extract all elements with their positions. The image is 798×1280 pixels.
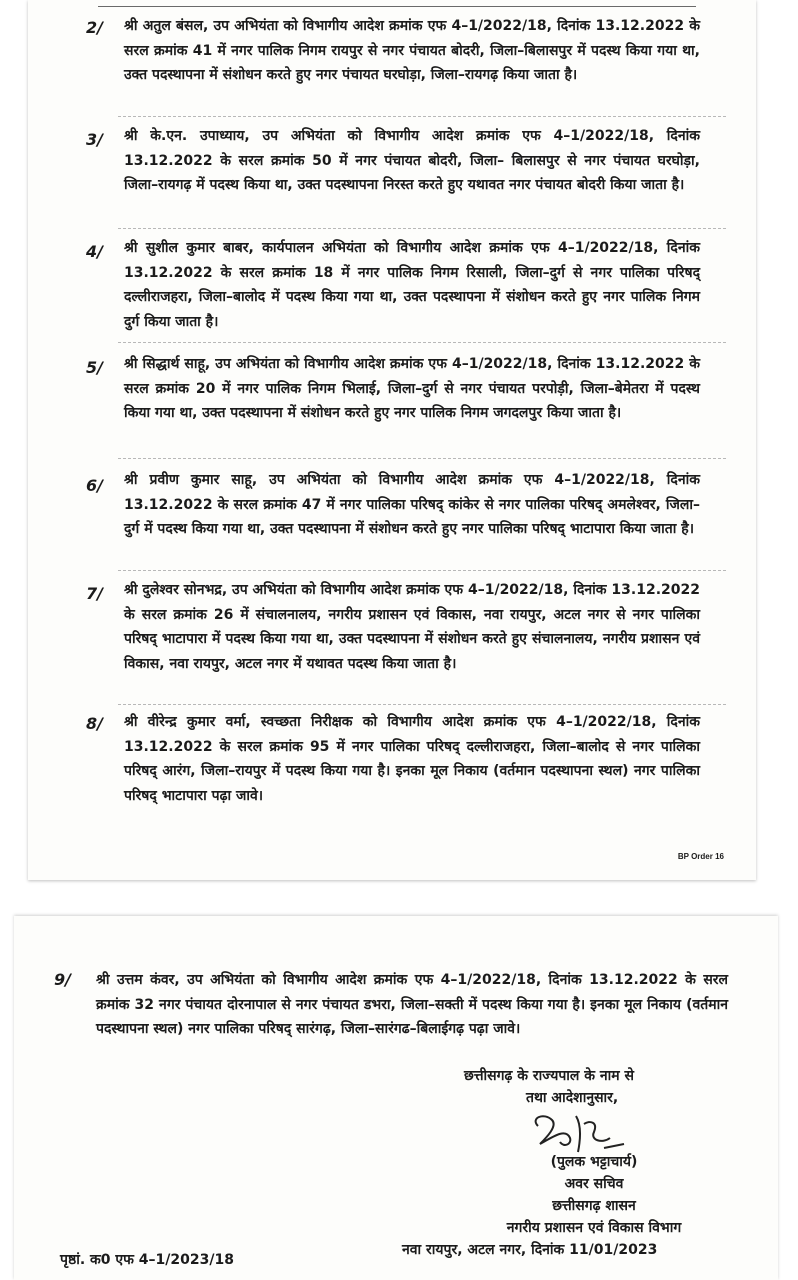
paragraph-number: 9/ xyxy=(54,970,71,989)
divider xyxy=(118,228,726,229)
paragraph-text: श्री उत्तम कंवर, उप अभियंता को विभागीय आदेश क्रमांक एफ 4–1/2022/18, दिनांक 13.12.2022 के सरल क्रमांक 32 नगर पंचायत दोरनापाल से नगर पंचायत डभरा, जिला–सक्ती में पदस्थ किया गया है। इनका मूल निकाय (वर्तमान पदस्थापना स्थल) नगर पालिका परिषद् सारंगढ़, जिला–सारंगढ–बिलाईगढ़ पढ़ा जावे। xyxy=(96,972,728,1037)
order-code-label: BP Order 16 xyxy=(677,852,724,861)
document-page-1 xyxy=(28,0,756,880)
paragraph-7 xyxy=(28,574,756,702)
paragraph-number: 5/ xyxy=(86,358,103,377)
endorsement-number: पृष्ठां. क0 एफ 4–1/2023/18 xyxy=(60,1252,234,1268)
paragraph-text: श्री सुशील कुमार बाबर, कार्यपालन अभियंता को विभागीय आदेश क्रमांक एफ 4–1/2022/18, दिनांक 13.12.2022 के सरल क्रमांक 18 में नगर पालिक निगम रिसाली, जिला–दुर्ग से नगर पालिका परिषद् दल्लीराजहरा, जिला–बालोद में पदस्थ किया गया था, उक्त पदस्थापना में संशोधन करते हुए नगर पालिक निगम दुर्ग किया जाता है। xyxy=(124,240,700,330)
signatory-designation: अवर सचिव xyxy=(564,1176,624,1192)
paragraph-5 xyxy=(28,348,756,456)
document-page-2 xyxy=(14,916,778,1280)
paragraph-9 xyxy=(14,916,778,1056)
paragraph-number: 6/ xyxy=(86,476,103,495)
paragraph-8 xyxy=(28,708,756,816)
government-name: छत्तीसगढ़ शासन xyxy=(552,1198,636,1214)
paragraph-text: श्री दुलेश्वर सोनभद्र, उप अभियंता को विभागीय आदेश क्रमांक एफ 4–1/2022/18, दिनांक 13.12.2022 के सरल क्रमांक 26 में संचालनालय, नगरीय प्रशासन एवं विकास, नवा रायपुर, अटल नगर से नगर पालिका परिषद् भाटापारा में पदस्थ किया गया था, उक्त पदस्थापना में संशोधन करते हुए संचालनालय, नगरीय प्रशासन एवं विकास, नवा रायपुर, अटल नगर में यथावत पदस्थ किया जाता है। xyxy=(124,582,700,672)
divider xyxy=(118,458,726,459)
paragraph-text: श्री के.एन. उपाध्याय, उप अभियंता को विभागीय आदेश क्रमांक एफ 4–1/2022/18, दिनांक 13.12.2022 के सरल क्रमांक 50 में नगर पंचायत बोदरी, जिला– बिलासपुर से नगर पंचायत घरघोड़ा, जिला–रायगढ़ में पदस्थ किया था, उक्त पदस्थापना निरस्त करते हुए यथावत नगर पंचायत बोदरी किया जाता है। xyxy=(124,128,700,193)
department-name: नगरीय प्रशासन एवं विकास विभाग xyxy=(506,1220,682,1236)
governor-line: छत्तीसगढ़ के राज्यपाल के नाम से xyxy=(464,1068,634,1084)
paragraph-number: 3/ xyxy=(86,130,103,149)
paragraph-2 xyxy=(28,8,756,112)
place-and-date: नवा रायपुर, अटल नगर, दिनांक 11/01/2023 xyxy=(402,1242,658,1258)
divider xyxy=(118,342,726,343)
divider xyxy=(118,116,726,117)
signatory-name: (पुलक भट्टाचार्य) xyxy=(550,1154,638,1170)
by-order-line: तथा आदेशानुसार, xyxy=(526,1090,619,1106)
paragraph-number: 2/ xyxy=(86,18,103,37)
top-cropped-edge xyxy=(98,0,696,7)
paragraph-number: 7/ xyxy=(86,584,103,603)
divider xyxy=(118,570,726,571)
paragraph-4 xyxy=(28,232,756,340)
paragraph-text: श्री वीरेन्द्र कुमार वर्मा, स्वच्छता निरीक्षक को विभागीय आदेश क्रमांक एफ 4–1/2022/18, दिनांक 13.12.2022 के सरल क्रमांक 95 में नगर पालिका परिषद् दल्लीराजहरा, जिला–बालोद से नगर पालिका परिषद् आरंग, जिला–रायपुर में पदस्थ किया गया है। इनका मूल निकाय (वर्तमान पदस्थापना स्थल) नगर पालिका परिषद् भाटापारा पढ़ा जावे। xyxy=(124,714,700,804)
paragraph-text: श्री अतुल बंसल, उप अभियंता को विभागीय आदेश क्रमांक एफ 4–1/2022/18, दिनांक 13.12.2022 के सरल क्रमांक 41 में नगर पालिक निगम रायपुर से नगर पंचायत बोदरी, जिला–बिलासपुर में पदस्थ किया गया था, उक्त पदस्थापना में संशोधन करते हुए नगर पंचायत घरघोड़ा, जिला–रायगढ़ किया जाता है। xyxy=(124,18,700,83)
paragraph-6 xyxy=(28,464,756,568)
paragraph-number: 8/ xyxy=(86,714,103,733)
paragraph-number: 4/ xyxy=(86,242,103,261)
paragraph-text: श्री प्रवीण कुमार साहू, उप अभियंता को विभागीय आदेश क्रमांक एफ 4–1/2022/18, दिनांक 13.12.2022 के सरल क्रमांक 47 में नगर पालिका परिषद् कांकेर से नगर पालिका परिषद् अमलेश्वर, जिला–दुर्ग में पदस्थ किया गया था, उक्त पदस्थापना में संशोधन करते हुए नगर पालिका परिषद् भाटापारा किया जाता है। xyxy=(124,472,700,537)
divider xyxy=(118,704,726,705)
paragraph-text: श्री सिद्धार्थ साहू, उप अभियंता को विभागीय आदेश क्रमांक एफ 4–1/2022/18, दिनांक 13.12.2022 के सरल क्रमांक 20 में नगर पालिक निगम भिलाई, जिला–दुर्ग से नगर पंचायत परपोड़ी, जिला–बेमेतरा में पदस्थ किया गया था, उक्त पदस्थापना में संशोधन करते हुए नगर पालिक निगम जगदलपुर किया जाता है। xyxy=(124,356,700,421)
paragraph-3 xyxy=(28,120,756,224)
handwritten-signature xyxy=(524,1108,634,1156)
